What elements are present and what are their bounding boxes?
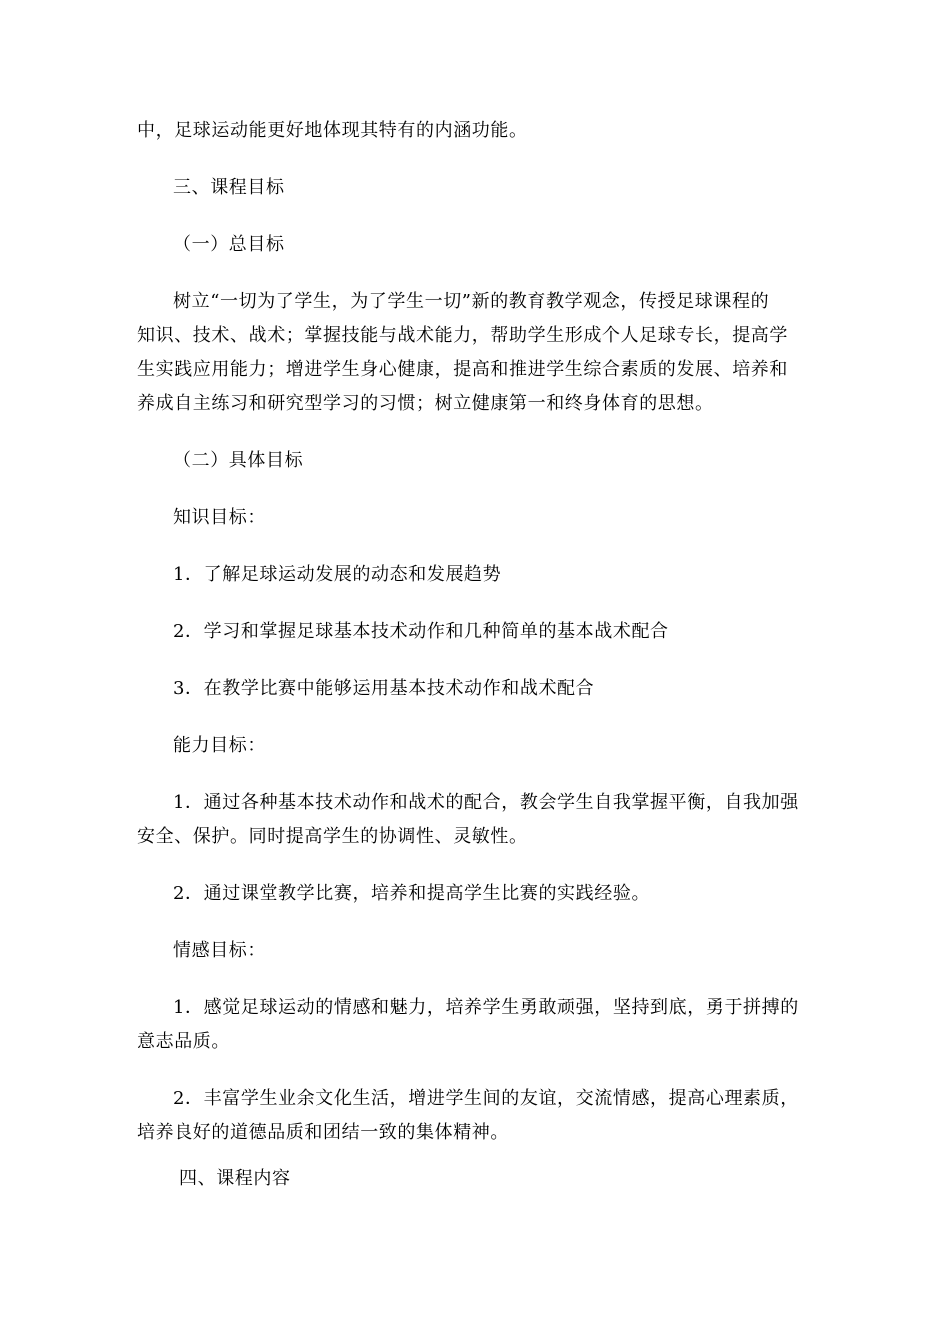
section-heading: 四、课程内容 [179,1168,291,1189]
paragraph-line: 生实践应用能力；增进学生身心健康，提高和推进学生综合素质的发展、培养和 [137,359,788,380]
category-label: 能力目标： [173,735,266,756]
list-item: 2．通过课堂教学比赛，培养和提高学生比赛的实践经验。 [173,883,651,904]
list-item: 2．丰富学生业余文化生活，增进学生间的友谊，交流情感，提高心理素质， [173,1088,799,1109]
subsection-heading: （一）总目标 [173,234,285,255]
list-item-continuation: 安全、保护。同时提高学生的协调性、灵敏性。 [137,826,528,847]
subsection-heading: （二）具体目标 [173,450,304,471]
paragraph-line: 养成自主练习和研究型学习的习惯；树立健康第一和终身体育的思想。 [137,393,714,414]
category-label: 情感目标： [173,940,266,961]
list-item: 3．在教学比赛中能够运用基本技术动作和战术配合 [173,678,595,699]
list-item-continuation: 培养良好的道德品质和团结一致的集体精神。 [137,1122,509,1143]
section-heading: 三、课程目标 [173,177,285,198]
list-item-continuation: 意志品质。 [137,1031,230,1052]
paragraph-line: 中，足球运动能更好地体现其特有的内涵功能。 [137,120,528,141]
list-item: 2．学习和掌握足球基本技术动作和几种简单的基本战术配合 [173,621,669,642]
list-item: 1．通过各种基本技术动作和战术的配合，教会学生自我掌握平衡，自我加强 [173,792,799,813]
list-item: 1．了解足球运动发展的动态和发展趋势 [173,564,502,585]
category-label: 知识目标： [173,507,266,528]
paragraph-line: 树立“一切为了学生，为了学生一切”新的教育教学观念，传授足球课程的 [173,291,770,312]
list-item: 1．感觉足球运动的情感和魅力，培养学生勇敢顽强，坚持到底，勇于拼搏的 [173,997,799,1018]
paragraph-line: 知识、技术、战术；掌握技能与战术能力，帮助学生形成个人足球专长，提高学 [137,325,788,346]
